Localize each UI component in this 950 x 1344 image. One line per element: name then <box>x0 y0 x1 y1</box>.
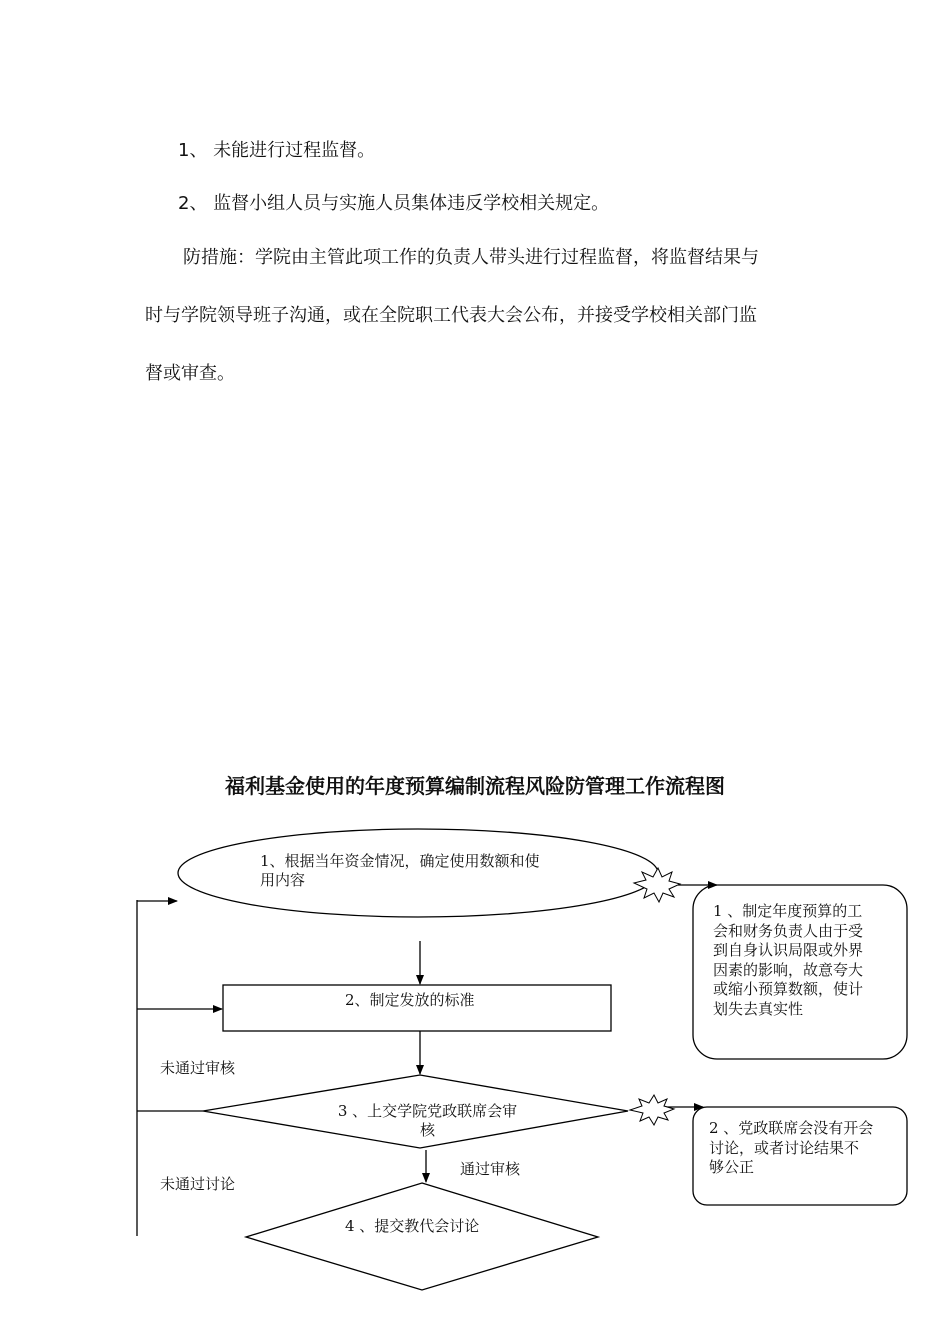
step4-diamond <box>246 1183 598 1290</box>
step3-text: 3 、上交学院党政联席会审 核 <box>337 1102 518 1139</box>
measure-line-2: 时与学院领导班子沟通，或在全院职工代表大会公布，并接受学校相关部门监 <box>145 305 757 326</box>
label-pass-review: 通过审核 <box>460 1160 521 1178</box>
label-fail-review: 未通过审核 <box>160 1059 236 1077</box>
measure-line-3: 督或审查。 <box>145 363 235 384</box>
flowchart-title: 福利基金使用的年度预算编制流程风险防管理工作流程图 <box>225 774 725 798</box>
risk2-text: 2 、党政联席会没有开会 讨论，或者讨论结果不 够公正 <box>709 1119 874 1176</box>
step4-text: 4 、提交教代会讨论 <box>345 1217 480 1235</box>
risk1-burst-icon <box>634 868 680 902</box>
risk1-text: 1 、制定年度预算的工 会和财务负责人由于受 到自身认识局限或外界 因素的影响，故意夸大 或缩小预算数额，使计 划失去真实性 <box>713 902 864 1018</box>
step1-text: 1、根据当年资金情况，确定使用数额和使 用内容 <box>260 852 540 889</box>
item-2: 2、 监督小组人员与实施人员集体违反学校相关规定。 <box>178 193 610 214</box>
item-1: 1、 未能进行过程监督。 <box>178 140 376 161</box>
step2-text: 2、制定发放的标准 <box>345 991 475 1009</box>
risk2-burst-icon <box>630 1095 674 1125</box>
label-fail-discussion: 未通过讨论 <box>160 1175 236 1193</box>
measure-line-1: 防措施：学院由主管此项工作的负责人带头进行过程监督，将监督结果与 <box>183 247 759 268</box>
